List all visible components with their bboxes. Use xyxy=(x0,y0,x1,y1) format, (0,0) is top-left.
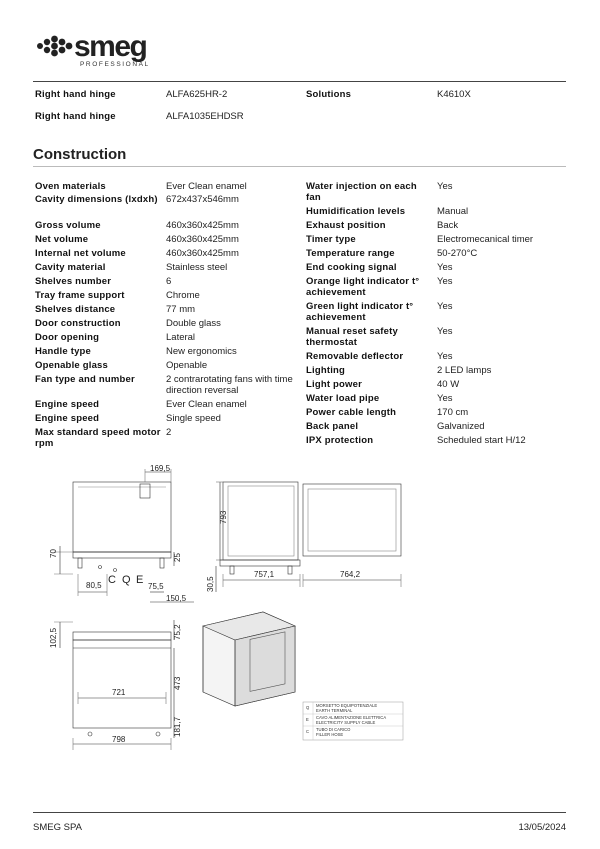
spec-value: Yes xyxy=(437,276,453,287)
legend-line: MORSETTO EQUIPOTENZIALE xyxy=(316,703,378,708)
spec-label: Shelves distance xyxy=(35,304,116,315)
spec-value: 77 mm xyxy=(166,304,196,315)
spec-value: Openable xyxy=(166,360,208,371)
spec-value: Ever Clean enamel xyxy=(166,399,247,410)
spec-label: Light power xyxy=(306,379,363,390)
legend-line: TUBO DI CARICO xyxy=(316,727,351,732)
spec-label: Gross volume xyxy=(35,220,101,231)
brand-name: smeg xyxy=(74,30,147,63)
spec-value: Yes xyxy=(437,393,453,404)
hinge-label-1: Right hand hinge xyxy=(35,89,116,100)
spec-value: 460x360x425mm xyxy=(166,248,239,259)
connection-c-label: C xyxy=(108,574,116,586)
spec-label: Engine speed xyxy=(35,399,100,410)
connection-e-label: E xyxy=(136,574,144,586)
legend-code: C xyxy=(306,729,310,734)
spec-label: IPX protection xyxy=(306,435,374,446)
spec-label: Handle type xyxy=(35,346,92,357)
spec-label: Orange light indicator t° achievement xyxy=(306,276,420,298)
spec-value: 2 LED lamps xyxy=(437,365,492,376)
spec-label: Humidification levels xyxy=(306,206,406,217)
spec-value: Lateral xyxy=(166,332,196,343)
dim-label: 764,2 xyxy=(340,570,361,579)
spec-label: Water injection on each fan xyxy=(306,181,417,203)
smeg-logo-mark xyxy=(36,30,186,70)
spec-value: Electromecanical timer xyxy=(437,234,534,245)
dim-label: 75,2 xyxy=(173,624,182,640)
brand-tagline: PROFESSIONAL xyxy=(80,61,150,68)
hinge-value-1: ALFA625HR-2 xyxy=(166,89,228,100)
spec-label: Shelves number xyxy=(35,276,112,287)
spec-label: Tray frame support xyxy=(35,290,125,301)
dim-label: 70 xyxy=(49,549,58,558)
spec-value: Ever Clean enamel xyxy=(166,181,247,192)
spec-value: 50-270°C xyxy=(437,248,478,259)
dim-label: 75,5 xyxy=(148,582,164,591)
footer-date: 13/05/2024 xyxy=(518,822,566,833)
spec-label: Back panel xyxy=(306,421,359,432)
spec-label: Timer type xyxy=(306,234,356,245)
footer-divider xyxy=(33,812,566,813)
spec-value: 460x360x425mm xyxy=(166,220,239,231)
spec-label: End cooking signal xyxy=(306,262,397,273)
spec-value: Manual xyxy=(437,206,469,217)
legend-line: ELECTRICITY SUPPLY CABLE xyxy=(316,720,376,725)
dim-label: 757,1 xyxy=(254,570,275,579)
plan-view-drawing xyxy=(54,620,174,750)
spec-label: Lighting xyxy=(306,365,346,376)
spec-label: Water load pipe xyxy=(306,393,380,404)
dim-label: 798 xyxy=(112,735,126,744)
footer-company: SMEG SPA xyxy=(33,822,82,833)
spec-value: 40 W xyxy=(437,379,460,390)
spec-label: Net volume xyxy=(35,234,89,245)
spec-value: 2 contrarotating fans with time direction reversal xyxy=(166,374,293,396)
spec-label: Max standard speed motor rpm xyxy=(35,427,161,449)
spec-value: Galvanized xyxy=(437,421,485,432)
connection-q-label: Q xyxy=(122,574,131,586)
model-info xyxy=(35,89,565,129)
spec-label: Temperature range xyxy=(306,248,395,259)
spec-label: Power cable length xyxy=(306,407,397,418)
connection-legend xyxy=(303,702,403,740)
spec-value: Yes xyxy=(437,351,453,362)
spec-value: Yes xyxy=(437,301,453,312)
spec-value: Scheduled start H/12 xyxy=(437,435,526,446)
spec-label: Engine speed xyxy=(35,413,100,424)
spec-label: Cavity material xyxy=(35,262,106,273)
spec-value: 170 cm xyxy=(437,407,469,418)
spec-value: Chrome xyxy=(166,290,200,301)
spec-label: Openable glass xyxy=(35,360,109,371)
spec-value: Stainless steel xyxy=(166,262,228,273)
dim-label: 181,7 xyxy=(173,716,182,737)
dim-label: 150,5 xyxy=(166,594,187,603)
spec-value: 672x437x546mm xyxy=(166,194,239,205)
spec-label: Manual reset safety thermostat xyxy=(306,326,398,348)
dim-label: 102,5 xyxy=(49,627,58,648)
dim-label: 25 xyxy=(173,553,182,562)
spec-value: 6 xyxy=(166,276,172,287)
technical-drawings xyxy=(40,462,410,752)
perspective-view-drawing xyxy=(203,612,295,706)
hinge-value-2: ALFA1035EHDSR xyxy=(166,111,244,122)
spec-value: Back xyxy=(437,220,459,231)
solutions-value: K4610X xyxy=(437,89,471,100)
dimension-drawings-svg xyxy=(40,462,410,752)
dim-label: 473 xyxy=(173,676,182,690)
legend-code: Q xyxy=(306,705,310,710)
spec-label: Door opening xyxy=(35,332,100,343)
section-divider xyxy=(33,166,566,167)
dim-label: 30,5 xyxy=(206,576,215,592)
spec-value: Yes xyxy=(437,326,453,337)
legend-line: EARTH TERMINAL xyxy=(316,708,353,713)
hinge-label-2: Right hand hinge xyxy=(35,111,116,122)
header-divider xyxy=(33,81,566,82)
legend-code: E xyxy=(306,717,309,722)
spec-label: Cavity dimensions (lxdxh) xyxy=(35,194,158,205)
spec-label: Fan type and number xyxy=(35,374,135,385)
dim-label: 721 xyxy=(112,688,126,697)
spec-value: Yes xyxy=(437,262,453,273)
spec-label: Exhaust position xyxy=(306,220,386,231)
spec-value: 2 xyxy=(166,427,172,438)
section-title: Construction xyxy=(33,146,127,163)
legend-line: FILLER HOSE xyxy=(316,732,344,737)
spec-value: New ergonomics xyxy=(166,346,237,357)
smeg-logo xyxy=(36,30,186,70)
solutions-label: Solutions xyxy=(306,89,352,100)
spec-label: Internal net volume xyxy=(35,248,126,259)
dim-label: 80,5 xyxy=(86,581,102,590)
spec-label: Removable deflector xyxy=(306,351,404,362)
spec-value: Yes xyxy=(437,181,453,192)
legend-line: CAVO ALIMENTAZIONE ELETTRICA xyxy=(316,715,387,720)
spec-label: Door construction xyxy=(35,318,121,329)
spec-label: Oven materials xyxy=(35,181,106,192)
spec-value: Single speed xyxy=(166,413,221,424)
spec-value: 460x360x425mm xyxy=(166,234,239,245)
dim-label: 169,5 xyxy=(150,464,171,473)
dim-label: 793 xyxy=(219,510,228,524)
spec-value: Double glass xyxy=(166,318,221,329)
spec-label: Green light indicator t° achievement xyxy=(306,301,414,323)
